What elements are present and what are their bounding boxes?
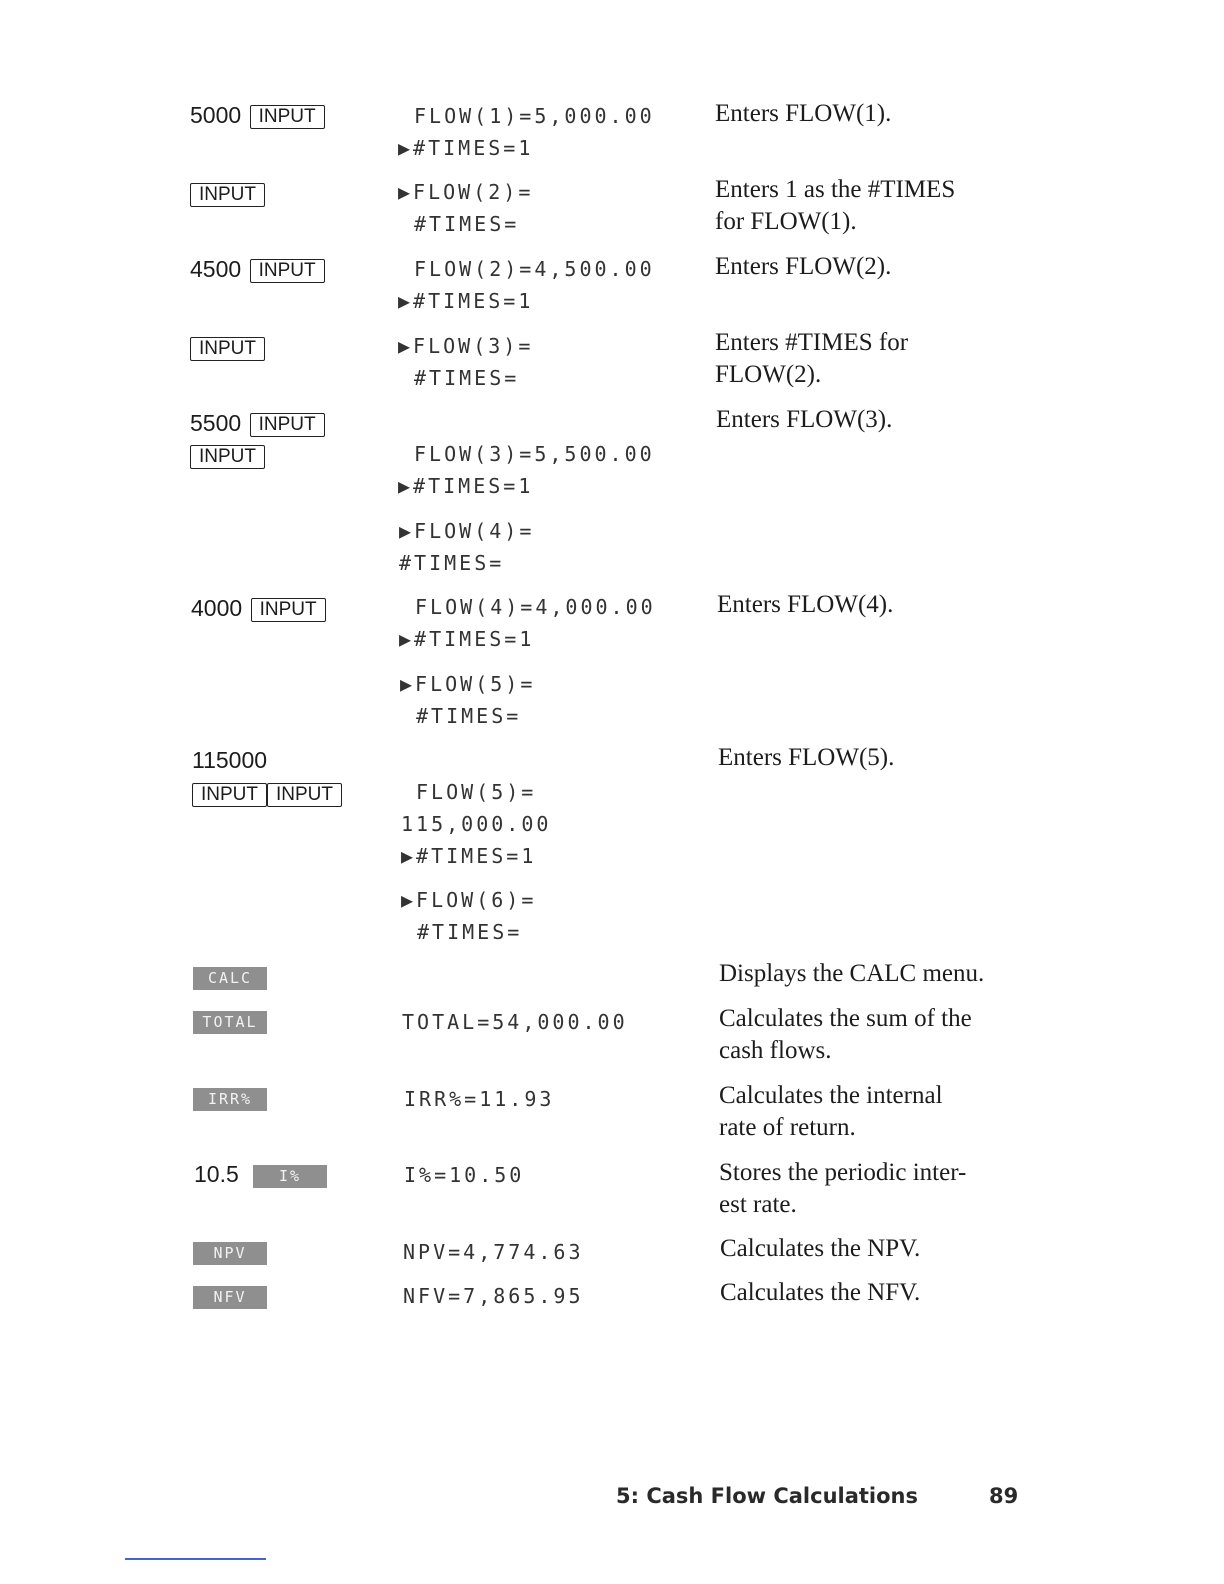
input-key: INPUT <box>267 783 342 807</box>
display-line: NFV=7,865.95 <box>403 1284 584 1308</box>
number-entry: 10.5 <box>194 1161 239 1187</box>
input-key: INPUT <box>190 183 265 207</box>
display-line: I%=10.50 <box>404 1163 525 1187</box>
description: Enters 1 as the #TIMES <box>715 176 956 203</box>
keystroke-cell <box>190 256 325 283</box>
input-key: INPUT <box>250 105 325 129</box>
description: Enters FLOW(4). <box>717 591 894 618</box>
description: for FLOW(1). <box>715 208 857 235</box>
description: Calculates the sum of the <box>719 1005 972 1032</box>
display-line: #TIMES= <box>417 920 523 944</box>
description: Calculates the internal <box>719 1082 943 1109</box>
description: Displays the CALC menu. <box>719 960 985 987</box>
keystroke-cell <box>190 780 342 807</box>
description: rate of return. <box>719 1114 856 1141</box>
display-line: ▶#TIMES=1 <box>398 474 534 498</box>
display-line: FLOW(5)= <box>416 780 537 804</box>
npv-softkey: NPV <box>193 1242 267 1265</box>
display-line: #TIMES= <box>414 212 520 236</box>
page-number: 89 <box>989 1484 1019 1508</box>
input-key: INPUT <box>251 598 326 622</box>
irr-softkey: IRR% <box>193 1088 267 1111</box>
display-line: ▶FLOW(6)= <box>401 888 537 912</box>
input-key: INPUT <box>192 783 267 807</box>
nfv-softkey: NFV <box>193 1286 267 1309</box>
display-line: ▶#TIMES=1 <box>398 289 534 313</box>
display-line: IRR%=11.93 <box>404 1087 555 1111</box>
number-entry: 5500 <box>190 410 242 436</box>
display-line: FLOW(4)=4,000.00 <box>415 595 656 619</box>
display-line: 115,000.00 <box>401 812 552 836</box>
chapter-title: 5: Cash Flow Calculations <box>616 1484 919 1508</box>
keystroke-cell <box>190 410 325 437</box>
description: Calculates the NFV. <box>720 1279 921 1306</box>
number-entry: 4000 <box>191 595 243 621</box>
keystroke-cell <box>192 747 267 774</box>
display-line: ▶#TIMES=1 <box>401 844 537 868</box>
input-key: INPUT <box>250 413 325 437</box>
description: FLOW(2). <box>715 361 822 388</box>
display-line: #TIMES= <box>399 551 505 575</box>
input-key: INPUT <box>190 337 265 361</box>
description: est rate. <box>719 1191 797 1218</box>
description: Enters FLOW(3). <box>716 406 893 433</box>
display-line: FLOW(3)=5,500.00 <box>414 442 655 466</box>
description: Stores the periodic inter- <box>719 1159 967 1186</box>
display-line: ▶#TIMES=1 <box>399 627 535 651</box>
total-softkey: TOTAL <box>193 1011 267 1034</box>
description: Enters FLOW(1). <box>715 100 892 127</box>
description: cash flows. <box>719 1037 832 1064</box>
bottom-rule <box>125 1558 266 1560</box>
display-line: ▶#TIMES=1 <box>398 136 534 160</box>
description: Enters FLOW(2). <box>715 253 892 280</box>
display-line: ▶FLOW(3)= <box>398 334 534 358</box>
keystroke-cell <box>188 334 265 361</box>
display-line: ▶FLOW(4)= <box>399 519 535 543</box>
number-entry: 4500 <box>190 256 242 282</box>
display-line: FLOW(1)=5,000.00 <box>414 104 655 128</box>
calc-softkey: CALC <box>193 967 267 990</box>
input-key: INPUT <box>250 259 325 283</box>
description: Enters #TIMES for <box>715 329 909 356</box>
display-line: #TIMES= <box>416 704 522 728</box>
interest-softkey: I% <box>253 1165 327 1188</box>
description: Calculates the NPV. <box>720 1235 921 1262</box>
display-line: ▶FLOW(5)= <box>400 672 536 696</box>
number-entry: 5000 <box>190 102 242 128</box>
display-line: ▶FLOW(2)= <box>398 180 534 204</box>
description: Enters FLOW(5). <box>718 744 895 771</box>
number-entry: 115000 <box>192 747 268 773</box>
display-line: NPV=4,774.63 <box>403 1240 584 1264</box>
input-key: INPUT <box>190 445 265 469</box>
keystroke-cell <box>190 102 325 129</box>
display-line: #TIMES= <box>414 366 520 390</box>
display-line: TOTAL=54,000.00 <box>402 1010 628 1034</box>
keystroke-cell <box>188 180 265 207</box>
keystroke-cell <box>188 442 265 469</box>
keystroke-cell <box>191 595 326 622</box>
display-line: FLOW(2)=4,500.00 <box>414 257 655 281</box>
